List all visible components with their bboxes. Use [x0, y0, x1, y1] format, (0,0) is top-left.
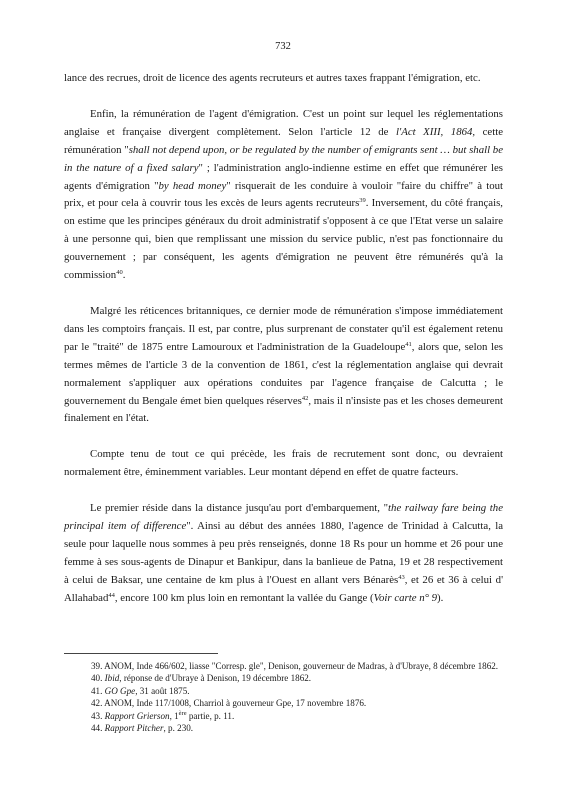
- map-reference: Voir carte n° 9: [373, 591, 438, 604]
- paragraph-distance: [64, 500, 503, 607]
- text-run: Le premier réside dans la distance jusqu'au port d'embarquement, ": [90, 502, 389, 515]
- text-run: " risquerait de les conduire à vouloir "faire du chiffre" à tout prix, et pour cela à couvrir tous les excès de leurs agents recruteurs: [64, 179, 504, 210]
- text-run: Compte tenu de tout ce qui précède, les frais de recrutement sont donc, ou devraient normalement être, éminemment variables. Leur montant dépend en effet de quatre facteurs.: [64, 448, 503, 479]
- footnote-ibid: Ibid: [104, 673, 120, 684]
- footnote-superscript: ère: [178, 709, 187, 717]
- text-run: Enfin, la rémunération de l'agent d'émigration. C'est un point sur lequel les réglementations anglaise et française divergent complètement. Selon l'article 12 de: [64, 107, 503, 138]
- footnote-39: [64, 660, 503, 672]
- footnote-ref-41[interactable]: 41: [405, 340, 412, 348]
- text-run: , encore 100 km plus loin en remontant la vallée du Gange (: [114, 591, 374, 604]
- footnote-text: 39. ANOM, Inde 466/602, liasse "Corresp. gle", Denison, gouverneur de Madras, à d'Ubraye, 8 décembre 1862.: [91, 661, 499, 671]
- footnote-43: [64, 710, 503, 722]
- page-number: 732: [275, 41, 291, 52]
- text-run: ).: [437, 591, 444, 604]
- english-quote: shall not depend upon, or be regulated by the number of emigrants sent … but shall be in the nature of a fixed salary: [64, 143, 504, 174]
- text-run: .: [122, 269, 126, 282]
- footnote-ref-43[interactable]: 43: [398, 573, 405, 581]
- footnote-text: 42. ANOM, Inde 117/1008, Charriol à gouverneur Gpe, 17 novembre 1876.: [91, 698, 367, 709]
- footnote-44: [64, 722, 503, 734]
- paragraph-remuneration: [64, 106, 503, 285]
- text-run: , mais il n'insiste pas et les choses demeurent finalement en l'état.: [64, 394, 504, 425]
- footnote-text: partie, p. 11.: [186, 710, 235, 721]
- footnote-ref-42[interactable]: 42: [301, 394, 309, 402]
- footnote-number: 43.: [91, 710, 105, 721]
- footnote-ref-39[interactable]: 39: [359, 197, 366, 205]
- paragraph-continuation: [64, 70, 503, 88]
- footnote-text: , p. 230.: [163, 723, 194, 734]
- footnote-source: GO Gpe: [104, 685, 136, 696]
- english-quote: by head money: [158, 179, 227, 192]
- footnote-source: Rapport Grierson: [104, 710, 170, 721]
- english-quote: the railway fare being the principal item of difference: [64, 502, 503, 533]
- footnote-number: 41.: [91, 685, 105, 696]
- footnote-42: [64, 697, 503, 709]
- paragraph-frais: [64, 446, 503, 482]
- footnote-text: , 1: [169, 710, 179, 721]
- text-run: , et 26 et 36 à celui d' Allahabad: [64, 573, 504, 604]
- body-text: [64, 70, 503, 608]
- footnote-40: [64, 672, 503, 684]
- text-run: Malgré les réticences britanniques, ce dernier mode de rémunération s'impose immédiatement dans les comptoirs français. Il est, par contre, plus surprenant de constater qu'il est également retenu par le "traité" de 1875 entre Lamouroux et l'administration de la Guadeloupe: [64, 304, 503, 353]
- footnote-ref-40[interactable]: 40: [116, 269, 123, 277]
- text-run: " ; l'administration anglo-indienne estime en effet que rémunérer les agents d'émigration ": [64, 161, 503, 192]
- footnote-number: 40.: [91, 673, 105, 684]
- footnote-source: Rapport Pitcher: [104, 723, 164, 734]
- act-title: l'Act XIII, 1864,: [395, 125, 476, 138]
- text-run: . Inversement, du côté français, on estime que les principes généraux du droit administratif s'opposent à ce que l'Etat verse un salaire à une personne qui, bien que remplissant une mission du service public, n'est pas fonctionnaire du gouvernement ; par conséquent, les agents d'émigration ne peuvent être rémunérés qu'à la commission: [64, 197, 503, 282]
- footnote-number: 44.: [91, 723, 105, 734]
- footnotes: [64, 660, 503, 734]
- text-run: lance des recrues, droit de licence des agents recruteurs et autres taxes frappant l'émigration, etc.: [64, 72, 481, 84]
- text-run: cette rémunération ": [64, 125, 504, 156]
- paragraph-reticences: [64, 303, 503, 428]
- text-run: , alors que, selon les termes mêmes de l'article 3 de la convention de 1861, c'est la réglementation anglaise qui devrait normalement s'appliquer aux opérations conduites par l'agence française de Calcutta ; le gouvernement du Bengale émet bien quelques réserves: [64, 340, 503, 407]
- footnote-text: , 31 août 1875.: [135, 685, 190, 696]
- footnote-divider: [64, 653, 218, 654]
- footnote-41: [64, 685, 503, 697]
- footnote-ref-44[interactable]: 44: [108, 591, 115, 599]
- footnote-text: , réponse de d'Ubraye à Denison, 19 décembre 1862.: [119, 673, 312, 684]
- text-run: ". Ainsi au début des années 1880, l'agence de Trinidad à Calcutta, la seule pour laquelle nous sommes à peu près renseignés, donne 18 Rs pour un homme et 26 pour une femme à ses sous-agents de Dinapur et Bankipur, dans la banlieue de Patna, 19 et 28 respectivement à celui de Baksar, une centaine de km plus à l'Ouest en allant vers Bénarès: [64, 520, 503, 586]
